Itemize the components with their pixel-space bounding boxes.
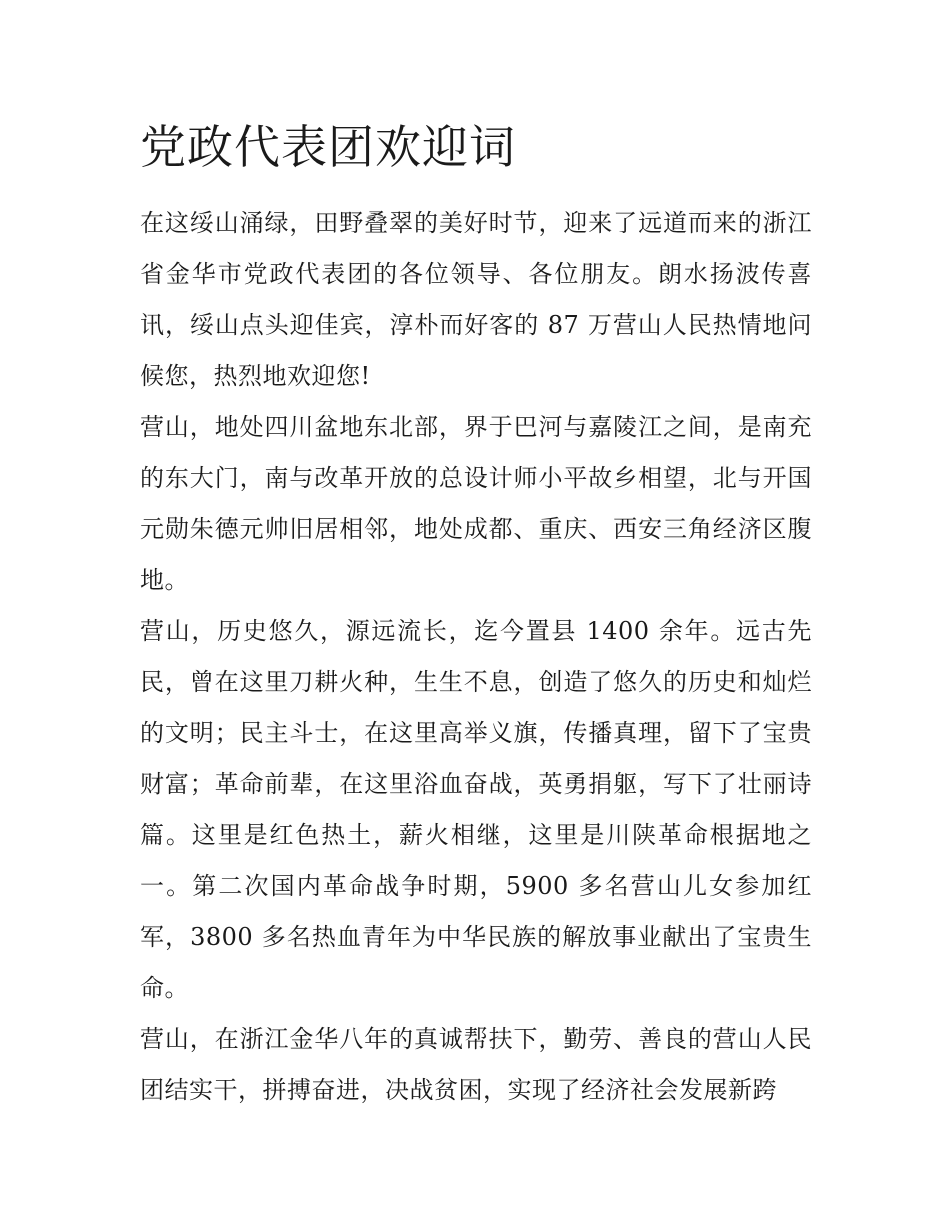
document-title: 党政代表团欢迎词: [140, 120, 516, 174]
paragraph-1: 在这绥山涌绿，田野叠翠的美好时节，迎来了远道而来的浙江省金华市党政代表团的各位领导、各位朋友。朗水扬波传喜讯，绥山点头迎佳宾，淳朴而好客的 87 万营山人民热情地问候您，热烈地欢迎您!: [140, 209, 812, 390]
paragraph-4: 营山，在浙江金华八年的真诚帮扶下，勤劳、善良的营山人民团结实干，拼搏奋进，决战贫困，实现了经济社会发展新跨: [140, 1025, 812, 1104]
paragraph-2: 营山，地处四川盆地东北部，界于巴河与嘉陵江之间，是南充的东大门，南与改革开放的总设计师小平故乡相望，北与开国元勋朱德元帅旧居相邻，地处成都、重庆、西安三角经济区腹地。: [140, 413, 812, 594]
document-body: [140, 198, 812, 1116]
paragraph-3: 营山，历史悠久，源远流长，迄今置县 1400 余年。远古先民，曾在这里刀耕火种，生生不息，创造了悠久的历史和灿烂的文明；民主斗士，在这里高举义旗，传播真理，留下了宝贵财富；革命前辈，在这里浴血奋战，英勇捐躯，写下了壮丽诗篇。这里是红色热土，薪火相继，这里是川陕革命根据地之一。第二次国内革命战争时期，5900 多名营山儿女参加红军，3800 多名热血青年为中华民族的解放事业献出了宝贵生命。: [140, 617, 812, 1002]
